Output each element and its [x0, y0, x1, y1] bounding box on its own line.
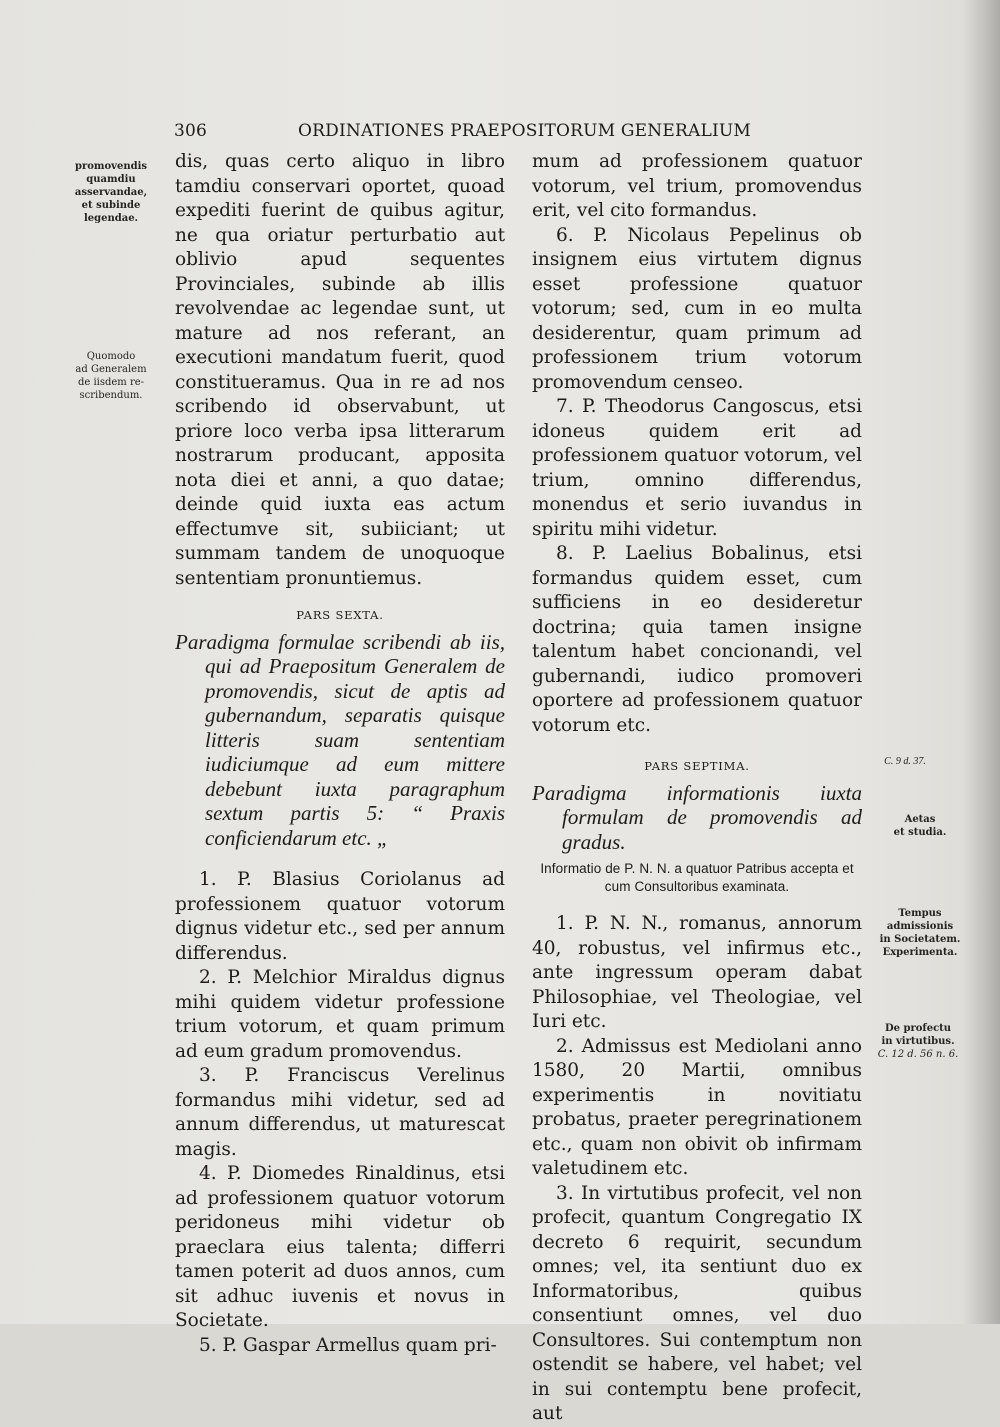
spacer — [532, 904, 862, 912]
list-item: 5. P. Gaspar Armellus quam pri- — [199, 1334, 497, 1356]
paragraph-continued: mum ad professionem quatuor votorum, vel trium, promovendus erit, vel cito formandus. — [532, 151, 862, 221]
list-item: 4. P. Diomedes Rinaldinus, etsi ad professionem quatuor votorum peridoneus mihi videtur ob praeclara eius talenta; differri tamen poterit ad duos annos, cum sit adhuc iuvenis et novus in Societate. — [175, 1163, 505, 1331]
page-number: 306 — [174, 121, 208, 141]
margin-note-promovendis: promovendis quamdiu asservandae, et subinde legendae. — [74, 161, 148, 224]
running-head — [174, 121, 864, 145]
margin-note-quomodo: Quomodo ad Generalem de iisdem re- scribendum. — [75, 351, 147, 401]
spacer — [175, 850, 505, 868]
page-gutter-shadow — [962, 0, 1000, 1324]
list-item: 6. P. Nicolaus Pepelinus ob insignem eius virtutem dignus esset professione quatuor votorum; sed, cum in eo multa desiderentur, quam primum ad professionem trium votorum promovendum censeo. — [532, 224, 862, 393]
list-item: 3. In virtutibus profecit, vel non profecit, quantum Congregatio IX decreto 6 requirit, secundum omnes; vel, ita sentiunt duo ex Informatoribus, quibus consentiunt omnes, vel duo Consultores. Sui contemptum non ostendit se habere, vel habet; vel in sui contemptu bene profecit, aut — [532, 1182, 862, 1424]
margin-note-tempus: Tempus admissionis in Societatem. Experimenta. — [879, 908, 961, 958]
margin-note-aetas: Aetas et studia. — [893, 814, 947, 838]
page-title: ORDINATIONES PRAEPOSITORUM GENERALIUM — [298, 121, 751, 141]
italic-heading-paradigma: Paradigma formulae scribendi ab iis, qui ad Praepositum Generalem de promovendis, sicut de aptis ad gubernandum, separatis quisque litteris suam sententiam iudiciumque ad eum mittere debebunt iuxta paragraphum sextum partis 5: “ Praxis conficiendarum etc. „ — [175, 629, 505, 850]
list-item: 3. P. Franciscus Verelinus formandus mihi videtur, sed ad annum differendus, ut maturescat magis. — [175, 1065, 505, 1160]
paragraph-intro: dis, quas certo aliquo in libro tamdiu conservari oportet, quoad expediti fuerint de quibus agitur, ne qua oriatur perturbatio aut oblivio apud sequentes Provinciales, subinde ab illis revolvendae ac legendae sunt, ut mature ad nos referant, an executioni mandatum fuerit, quod constitueramus. Qua in re ad nos scribendo id observabunt, ut priore loco verba ipsa litterarum nostrarum producant, apposita nota diei et anni, a quo datae; deinde quid iuxta eas actum effectumve sit, subiiciant; ut summam tandem de unoquoque sententiam pronuntiemus. — [175, 151, 505, 589]
margin-note-profectu: De profectu in virtutibus. C. 12 d. 56 n. 6. — [877, 1023, 959, 1060]
italic-heading-informationis: Paradigma informationis iuxta formulam de promovendis ad gradus. — [532, 780, 862, 854]
list-item: 8. P. Laelius Bobalinus, etsi formandus quidem esset, cum sufficiens in eo desideretur doctrina; quia tamen insigne talentum habet concionandi, vel gubernandi, iudico promoveri oportere ad professionem quatuor votorum etc. — [532, 543, 862, 736]
section-heading-pars-septima: PARS SEPTIMA. — [644, 759, 750, 773]
section-heading-pars-sexta: PARS SEXTA. — [296, 608, 384, 622]
left-column — [175, 150, 505, 1358]
margin-ref-c9d37: C. 9 d. 37. — [884, 756, 926, 767]
list-item: 2. Admissus est Mediolani anno 1580, 20 Martii, omnibus experimentis in novitiatu probatus, praeter peregrinationem etc., quam non obivit ob infirmam valetudinem etc. — [532, 1035, 862, 1179]
list-item: 7. P. Theodorus Cangoscus, etsi idoneus quidem erit ad professionem quatuor votorum, vel trium, omnino differendus, monendus et serio iuvandus in spiritu mihi videtur. — [532, 396, 862, 540]
list-item: 1. P. Blasius Coriolanus ad professionem quatuor votorum dignus videtur etc., sed per annum differendus. — [175, 869, 505, 964]
sub-caption-informatio: Informatio de P. N. N. a quatuor Patribus accepta et cum Consultoribus examinata. — [540, 861, 854, 894]
right-column — [532, 150, 862, 1427]
list-item: 1. P. N. N., romanus, annorum 40, robustus, vel infirmus etc., ante ingressum operam dabat Philosophiae, vel Theologiae, vel Iuri etc. — [532, 913, 862, 1032]
list-item: 2. P. Melchior Miraldus dignus mihi quidem videtur professione trium votorum, et quam primum ad eum gradum promovendus. — [175, 967, 505, 1062]
